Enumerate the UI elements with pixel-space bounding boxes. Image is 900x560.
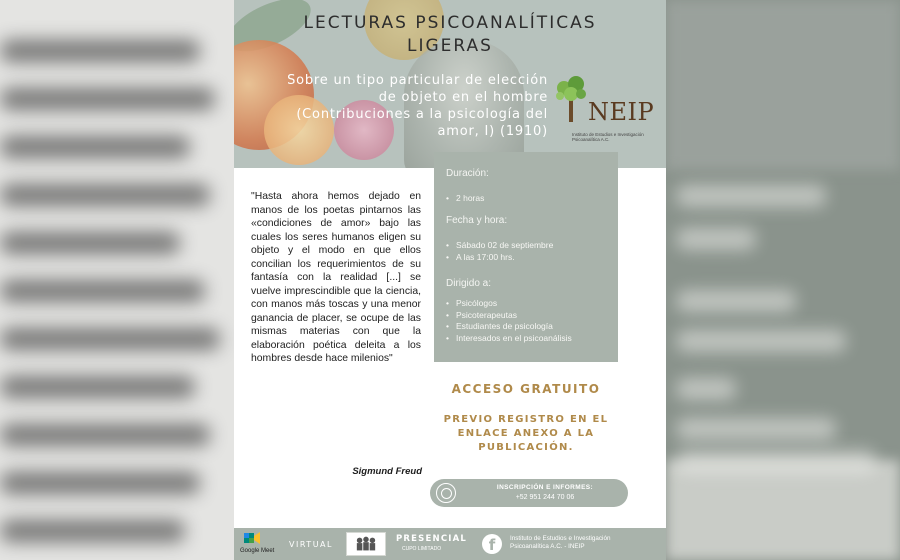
contact-phone: +52 951 244 70 06 [515, 494, 575, 501]
tree-icon [554, 74, 588, 124]
event-poster [234, 0, 666, 560]
limited-capacity-label: CUPO LIMITADO [402, 546, 442, 552]
blurred-background-right [666, 0, 900, 560]
audience-label: Dirigido a: [446, 278, 492, 289]
date-list [446, 240, 553, 263]
freud-quote: "Hasta ahora hemos dejado en manos de los poetas pintarnos las «condiciones de amor» bajo las cuales los seres humanos eligen su objeto y el modo en que ellos concilian los requerimientos de su fantasía con la realidad [...] se vuelve imprescindible que la ciencia, con manos más toscas y una menor ganancia de placer, se ocupe de las mismas materias con que la elaboración poética deleita a los hombres desde hace milenios" [251, 191, 421, 364]
registration-note: PREVIO REGISTRO EN EL ENLACE ANEXO A LA PUBLICACIÓN. [443, 414, 609, 453]
list-item: • Estudiantes de psicología [446, 321, 572, 333]
poster-title: LECTURAS PSICOANALÍTICAS LIGERAS [303, 13, 597, 56]
people-icon [346, 532, 386, 556]
list-item: • 2 horas [446, 193, 484, 205]
duration-list [446, 193, 484, 205]
ineip-logo: NEIP Instituto de Estudios e Investigación Psicoanalítica A.C. [552, 70, 664, 150]
institute-name: Instituto de Estudios e Investigación Psicoanalítica A.C. - INEIP [510, 535, 611, 550]
date-label: Fecha y hora: [446, 215, 508, 226]
presencial-label: PRESENCIAL [396, 534, 468, 544]
facebook-icon: f [482, 534, 502, 554]
list-item: • Interesados en el psicoanálisis [446, 333, 572, 345]
contact-label: INSCRIPCIÓN E INFORMES: [496, 484, 594, 491]
duration-label: Duración: [446, 168, 489, 179]
poster-footer [234, 528, 666, 560]
quote-author: Sigmund Freud [352, 466, 422, 477]
list-item: • Psicoterapeutas [446, 310, 572, 322]
audience-list [446, 298, 572, 344]
list-item: • Sábado 02 de septiembre [446, 240, 553, 252]
poster-subtitle: Sobre un tipo particular de elección de objeto en el hombre (Contribuciones a la psicología del amor, I) (1910) [287, 73, 548, 139]
list-item: • A las 17:00 hrs. [446, 252, 553, 264]
google-meet-label: Google Meet [240, 548, 275, 554]
contact-pill [430, 479, 628, 507]
free-access-heading: ACCESO GRATUITO [451, 382, 601, 396]
event-info-box [434, 152, 618, 362]
google-meet-icon [244, 531, 260, 545]
virtual-label: VIRTUAL [289, 540, 333, 549]
list-item: • Psicólogos [446, 298, 572, 310]
blurred-background-left [0, 0, 234, 560]
ineip-badge-icon [436, 483, 456, 503]
